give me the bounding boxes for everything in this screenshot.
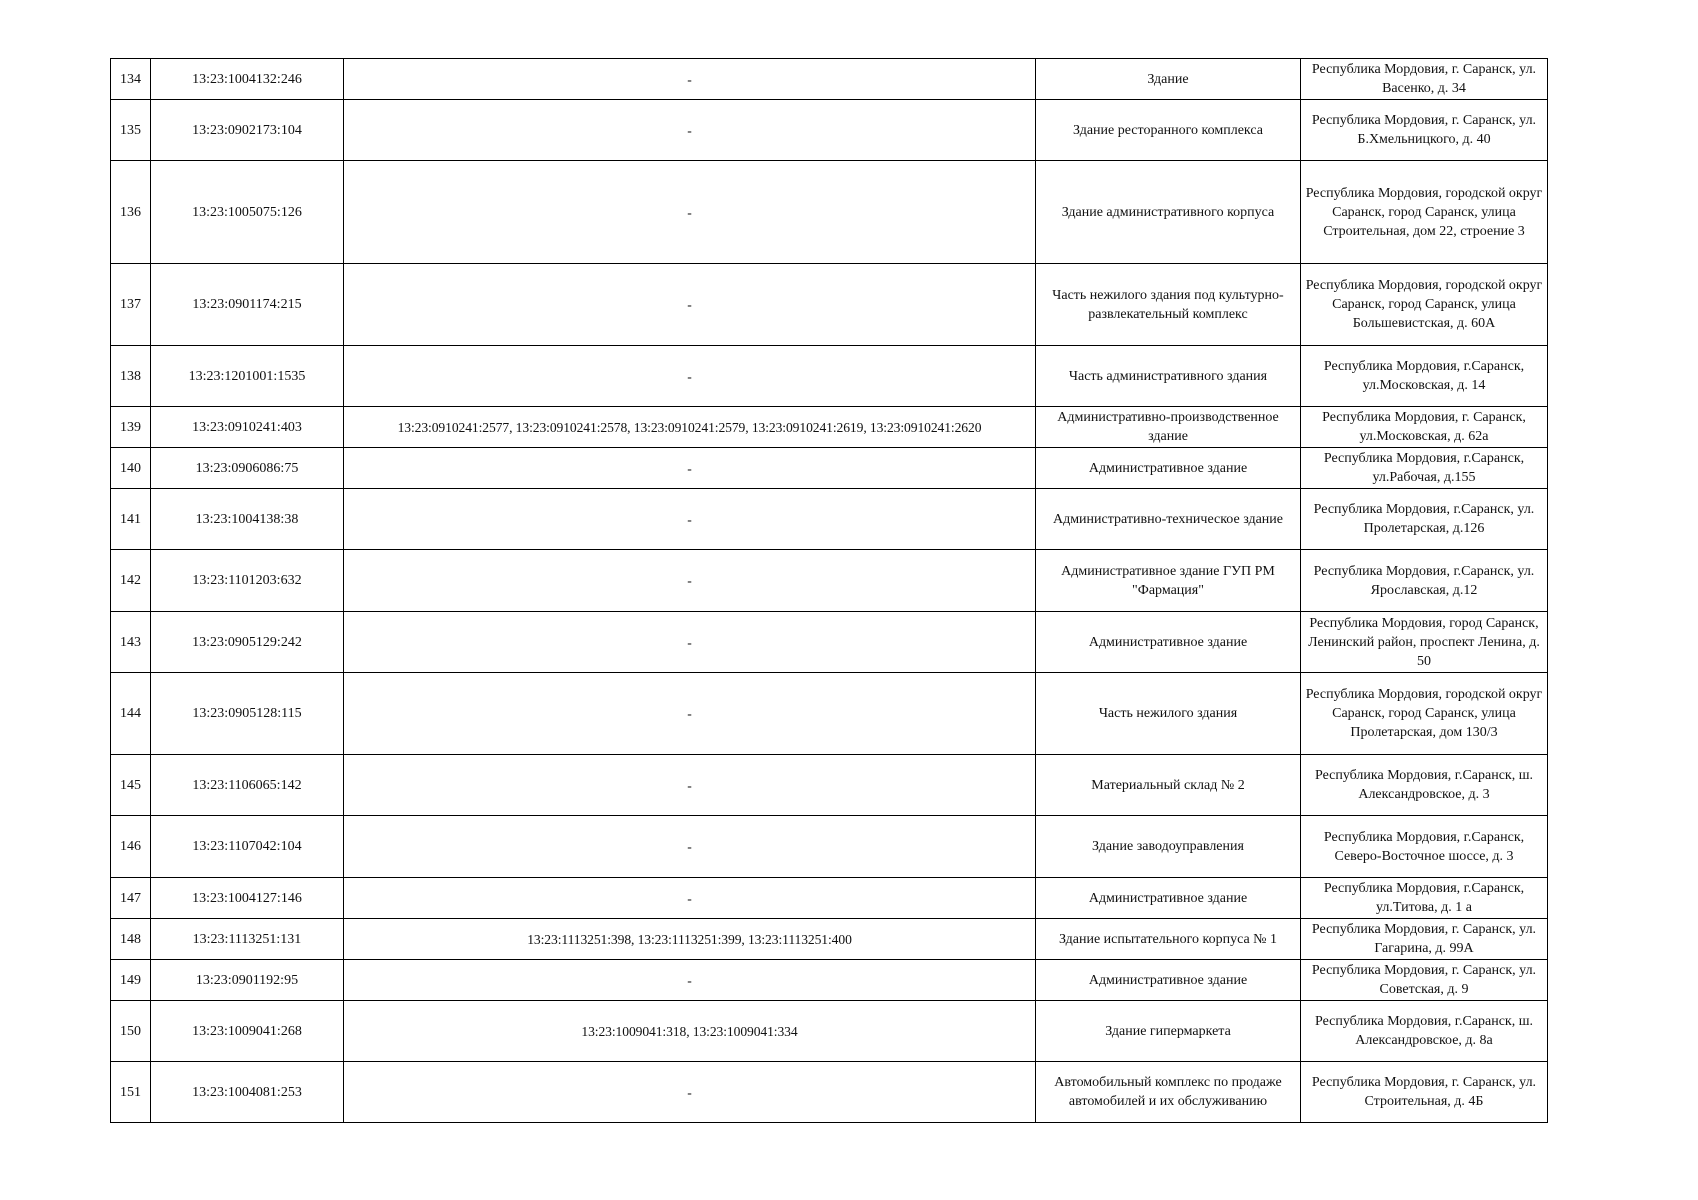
table-row (111, 448, 1548, 489)
object-address: Республика Мордовия, городской округ Саранск, город Саранск, улица Строительная, дом 22, строение 3 (1301, 161, 1548, 264)
row-number: 141 (111, 489, 151, 550)
object-address: Республика Мордовия, г. Саранск, ул. Б.Хмельницкого, д. 40 (1301, 100, 1548, 161)
row-number: 144 (111, 673, 151, 755)
related-cadastral-numbers: - (344, 612, 1036, 673)
related-cadastral-numbers: - (344, 100, 1036, 161)
cadastral-number: 13:23:1005075:126 (151, 161, 344, 264)
cadastral-number: 13:23:1113251:131 (151, 919, 344, 960)
object-name: Автомобильный комплекс по продаже автомобилей и их обслуживанию (1036, 1062, 1301, 1123)
related-cadastral-numbers: - (344, 816, 1036, 878)
object-address: Республика Мордовия, г.Саранск, ул.Московская, д. 14 (1301, 346, 1548, 407)
table-row (111, 673, 1548, 755)
object-address: Республика Мордовия, г.Саранск, ул. Пролетарская, д.126 (1301, 489, 1548, 550)
cadastral-number: 13:23:0902173:104 (151, 100, 344, 161)
cadastral-number: 13:23:1101203:632 (151, 550, 344, 612)
table-row (111, 755, 1548, 816)
table-row (111, 816, 1548, 878)
object-address: Республика Мордовия, г.Саранск, ул.Титова, д. 1 а (1301, 878, 1548, 919)
cadastral-number: 13:23:1201001:1535 (151, 346, 344, 407)
object-name: Часть нежилого здания (1036, 673, 1301, 755)
related-cadastral-numbers: - (344, 161, 1036, 264)
related-cadastral-numbers: - (344, 346, 1036, 407)
related-cadastral-numbers: - (344, 550, 1036, 612)
table-row (111, 1001, 1548, 1062)
related-cadastral-numbers: - (344, 878, 1036, 919)
object-address: Республика Мордовия, г.Саранск, ул. Ярославская, д.12 (1301, 550, 1548, 612)
object-address: Республика Мордовия, городской округ Саранск, город Саранск, улица Пролетарская, дом 130/3 (1301, 673, 1548, 755)
related-cadastral-numbers: - (344, 489, 1036, 550)
row-number: 146 (111, 816, 151, 878)
object-name: Административное здание ГУП РМ "Фармация" (1036, 550, 1301, 612)
row-number: 136 (111, 161, 151, 264)
object-address: Республика Мордовия, г.Саранск, ш. Александровское, д. 3 (1301, 755, 1548, 816)
object-address: Республика Мордовия, г. Саранск, ул.Московская, д. 62а (1301, 407, 1548, 448)
table-row (111, 264, 1548, 346)
table-row (111, 550, 1548, 612)
cadastral-number: 13:23:1107042:104 (151, 816, 344, 878)
table-row (111, 612, 1548, 673)
row-number: 138 (111, 346, 151, 407)
object-name: Материальный склад № 2 (1036, 755, 1301, 816)
cadastral-number: 13:23:0905129:242 (151, 612, 344, 673)
table-row (111, 489, 1548, 550)
row-number: 148 (111, 919, 151, 960)
related-cadastral-numbers: - (344, 960, 1036, 1001)
cadastral-number: 13:23:1004138:38 (151, 489, 344, 550)
object-name: Административно-техническое здание (1036, 489, 1301, 550)
table-row (111, 960, 1548, 1001)
related-cadastral-numbers: - (344, 264, 1036, 346)
table-row (111, 407, 1548, 448)
object-name: Административное здание (1036, 960, 1301, 1001)
table-row (111, 878, 1548, 919)
object-name: Административное здание (1036, 878, 1301, 919)
related-cadastral-numbers: - (344, 448, 1036, 489)
related-cadastral-numbers: - (344, 673, 1036, 755)
object-name: Здание ресторанного комплекса (1036, 100, 1301, 161)
row-number: 142 (111, 550, 151, 612)
registry-table-body (111, 59, 1548, 1123)
table-row (111, 100, 1548, 161)
object-name: Часть нежилого здания под культурно-развлекательный комплекс (1036, 264, 1301, 346)
table-row (111, 919, 1548, 960)
object-name: Здание гипермаркета (1036, 1001, 1301, 1062)
object-address: Республика Мордовия, г.Саранск, ш. Александровское, д. 8а (1301, 1001, 1548, 1062)
table-row (111, 1062, 1548, 1123)
cadastral-number: 13:23:0901192:95 (151, 960, 344, 1001)
row-number: 145 (111, 755, 151, 816)
object-name: Здание заводоуправления (1036, 816, 1301, 878)
related-cadastral-numbers: - (344, 59, 1036, 100)
row-number: 137 (111, 264, 151, 346)
object-name: Административное здание (1036, 612, 1301, 673)
row-number: 150 (111, 1001, 151, 1062)
object-name: Здание (1036, 59, 1301, 100)
object-name: Здание испытательного корпуса № 1 (1036, 919, 1301, 960)
related-cadastral-numbers: - (344, 755, 1036, 816)
row-number: 134 (111, 59, 151, 100)
object-address: Республика Мордовия, городской округ Саранск, город Саранск, улица Большевистская, д. 60А (1301, 264, 1548, 346)
row-number: 143 (111, 612, 151, 673)
cadastral-number: 13:23:1004132:246 (151, 59, 344, 100)
object-address: Республика Мордовия, г. Саранск, ул. Советская, д. 9 (1301, 960, 1548, 1001)
object-name: Часть административного здания (1036, 346, 1301, 407)
row-number: 139 (111, 407, 151, 448)
cadastral-number: 13:23:1106065:142 (151, 755, 344, 816)
table-row (111, 59, 1548, 100)
object-address: Республика Мордовия, г. Саранск, ул. Васенко, д. 34 (1301, 59, 1548, 100)
row-number: 135 (111, 100, 151, 161)
object-name: Здание административного корпуса (1036, 161, 1301, 264)
table-row (111, 346, 1548, 407)
row-number: 151 (111, 1062, 151, 1123)
cadastral-number: 13:23:0905128:115 (151, 673, 344, 755)
cadastral-number: 13:23:0901174:215 (151, 264, 344, 346)
table-row (111, 161, 1548, 264)
cadastral-number: 13:23:1009041:268 (151, 1001, 344, 1062)
object-address: Республика Мордовия, г. Саранск, ул. Гагарина, д. 99А (1301, 919, 1548, 960)
cadastral-number: 13:23:1004081:253 (151, 1062, 344, 1123)
related-cadastral-numbers: 13:23:0910241:2577, 13:23:0910241:2578, 13:23:0910241:2579, 13:23:0910241:2619, 13:23:0910241:2620 (344, 407, 1036, 448)
object-address: Республика Мордовия, г. Саранск, ул. Строительная, д. 4Б (1301, 1062, 1548, 1123)
related-cadastral-numbers: 13:23:1113251:398, 13:23:1113251:399, 13:23:1113251:400 (344, 919, 1036, 960)
object-address: Республика Мордовия, город Саранск, Ленинский район, проспект Ленина, д. 50 (1301, 612, 1548, 673)
property-registry-table (110, 58, 1548, 1123)
object-address: Республика Мордовия, г.Саранск, ул.Рабочая, д.155 (1301, 448, 1548, 489)
cadastral-number: 13:23:0910241:403 (151, 407, 344, 448)
related-cadastral-numbers: 13:23:1009041:318, 13:23:1009041:334 (344, 1001, 1036, 1062)
object-name: Административное здание (1036, 448, 1301, 489)
object-name: Административно-производственное здание (1036, 407, 1301, 448)
object-address: Республика Мордовия, г.Саранск, Северо-Восточное шоссе, д. 3 (1301, 816, 1548, 878)
row-number: 149 (111, 960, 151, 1001)
row-number: 140 (111, 448, 151, 489)
related-cadastral-numbers: - (344, 1062, 1036, 1123)
cadastral-number: 13:23:1004127:146 (151, 878, 344, 919)
cadastral-number: 13:23:0906086:75 (151, 448, 344, 489)
row-number: 147 (111, 878, 151, 919)
